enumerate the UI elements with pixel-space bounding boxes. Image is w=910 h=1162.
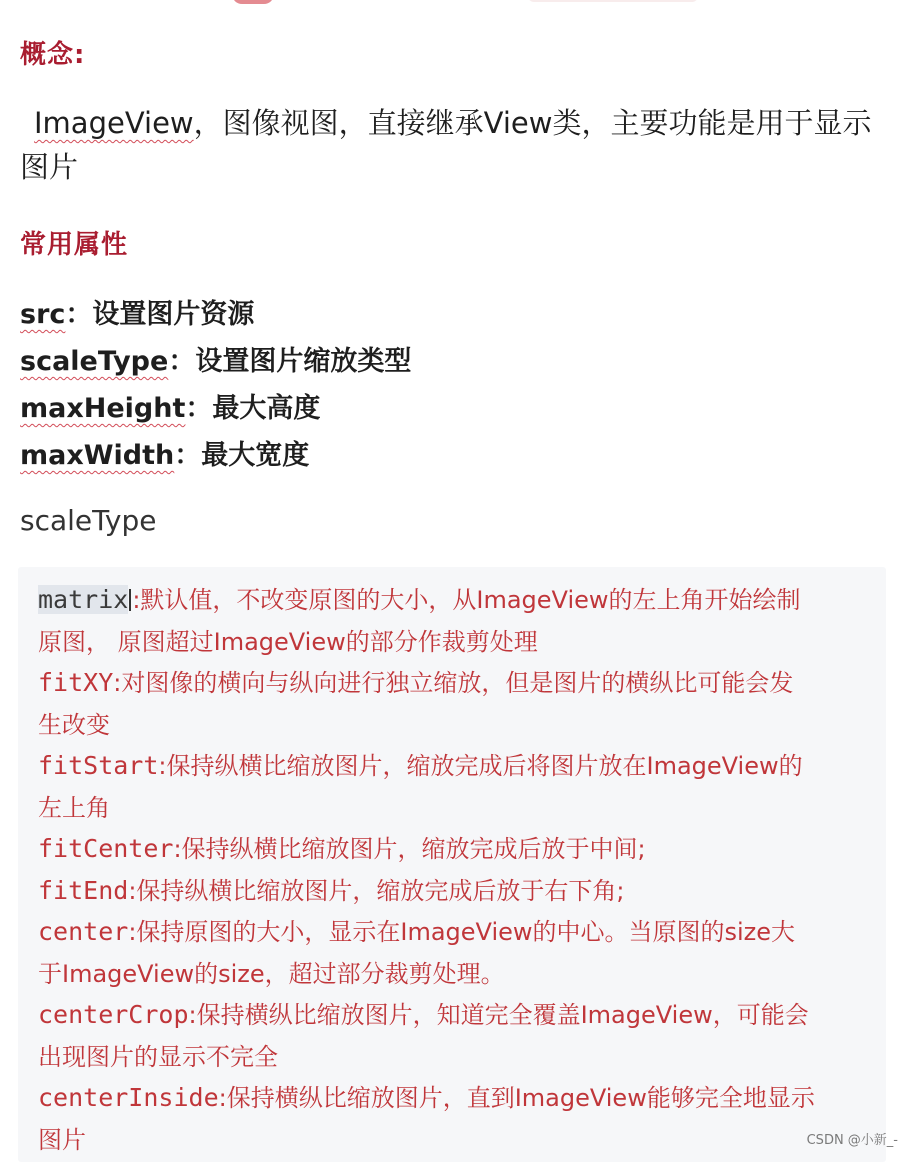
- heading-concept: 概念:: [20, 40, 86, 70]
- code-term: center: [38, 917, 129, 946]
- attribute-desc: ：设置图片资源: [65, 299, 255, 330]
- code-line: [38, 579, 878, 621]
- code-line: [38, 621, 878, 663]
- attribute-item: [20, 339, 411, 386]
- code-text: 图片: [38, 1125, 86, 1154]
- code-line: [38, 870, 878, 912]
- attribute-name: maxWidth: [20, 440, 175, 471]
- concept-paragraph: [20, 101, 886, 189]
- attribute-desc: ：设置图片缩放类型: [168, 346, 412, 377]
- code-line: [38, 828, 878, 870]
- attribute-name: maxHeight: [20, 393, 186, 424]
- code-text: 出现图片的显示不完全: [38, 1042, 278, 1071]
- code-line: [38, 662, 878, 704]
- code-block: [18, 567, 886, 1162]
- code-line: [38, 994, 878, 1036]
- watermark: CSDN @小新_-: [806, 1133, 898, 1148]
- heading-common-attributes: 常用属性: [20, 230, 129, 260]
- text-cursor-icon: [129, 589, 131, 611]
- code-term: centerCrop: [38, 1000, 189, 1029]
- code-text: :默认值，不改变原图的大小，从ImageView的左上角开始绘制: [132, 586, 801, 614]
- attribute-item: [20, 386, 411, 433]
- top-decoration: [232, 0, 274, 4]
- code-line: [38, 911, 878, 953]
- code-term: centerInside: [38, 1083, 219, 1112]
- attribute-name: scaleType: [20, 346, 169, 377]
- code-text: :保持横纵比缩放图片，直到ImageView能够完全地显示: [218, 1084, 815, 1112]
- concept-text: ，图像视图，直接继承View类，主要功能是用于显示图片: [20, 106, 872, 184]
- code-text: :保持横纵比缩放图片，知道完全覆盖ImageView，可能会: [188, 1001, 809, 1029]
- code-text: 左上角: [38, 793, 110, 822]
- code-line: [38, 787, 878, 829]
- attribute-name: src: [20, 299, 66, 330]
- attribute-desc: ：最大宽度: [174, 440, 310, 471]
- attribute-list: [20, 292, 411, 480]
- code-text: :保持原图的大小，显示在ImageView的中心。当原图的size大: [128, 918, 796, 946]
- code-term: fitEnd: [38, 875, 129, 905]
- attribute-desc: ：最大高度: [185, 393, 321, 424]
- code-line: [38, 1036, 878, 1078]
- top-decoration-faint: [528, 0, 698, 2]
- code-line: [38, 953, 878, 995]
- code-text: :对图像的横向与纵向进行独立缩放，但是图片的横纵比可能会发: [113, 669, 794, 697]
- code-text: :保持纵横比缩放图片，缩放完成后放于中间;: [173, 835, 646, 863]
- code-line: [38, 1119, 878, 1161]
- code-line: [38, 704, 878, 746]
- code-term: matrix: [38, 585, 129, 614]
- code-line: [38, 1077, 878, 1119]
- concept-term: ImageView: [34, 106, 194, 140]
- code-term: fitCenter: [38, 834, 174, 863]
- attribute-item: [20, 433, 411, 480]
- code-term: fitXY: [38, 668, 114, 697]
- scaletype-label: scaleType: [20, 504, 157, 537]
- code-text: 生改变: [38, 710, 110, 739]
- code-term: fitStart: [38, 751, 159, 780]
- attribute-item: [20, 292, 411, 339]
- code-lines: [38, 579, 878, 1160]
- code-text: 于ImageView的size，超过部分裁剪处理。: [38, 959, 505, 988]
- code-text: 原图， 原图超过ImageView的部分作裁剪处理: [38, 627, 538, 656]
- code-text: :保持纵横比缩放图片，缩放完成后放于右下角;: [128, 876, 625, 905]
- code-text: :保持纵横比缩放图片，缩放完成后将图片放在ImageView的: [158, 752, 803, 780]
- code-line: [38, 745, 878, 787]
